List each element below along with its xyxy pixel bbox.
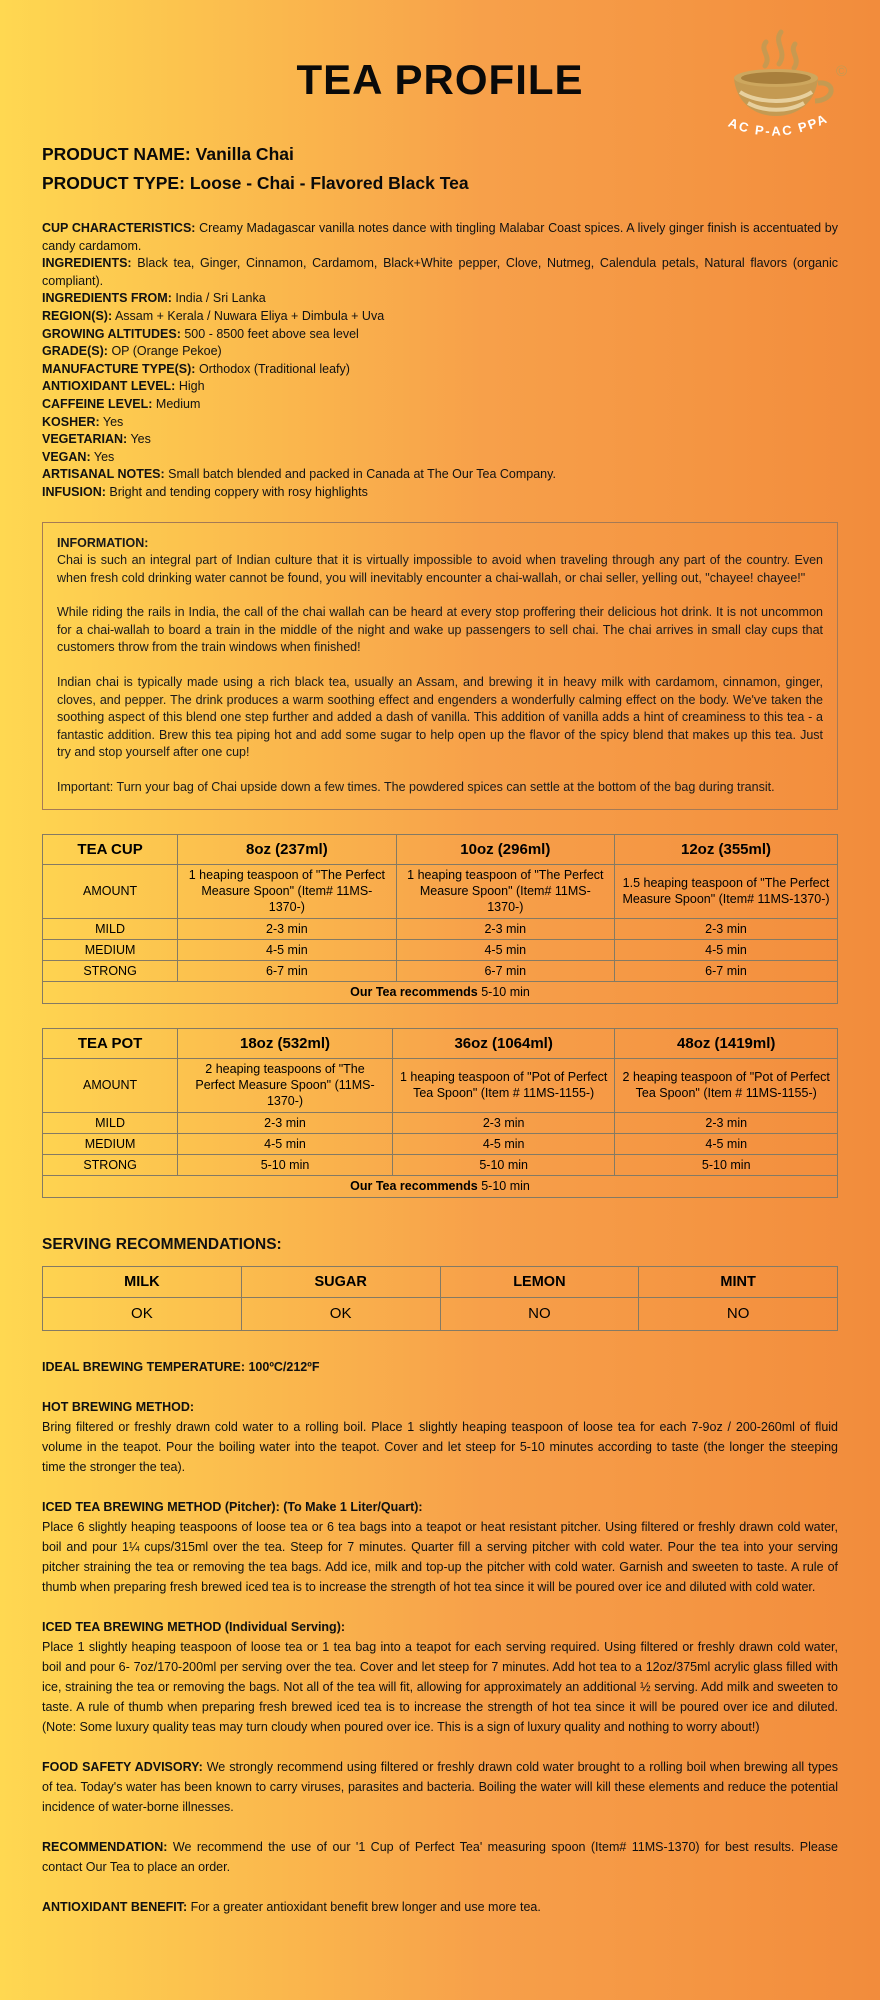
strong-row (43, 1154, 838, 1175)
product-type-value: Loose - Chai - Flavored Black Tea (189, 173, 469, 193)
time-cell: 4-5 min (615, 1133, 838, 1154)
table-footer: Our Tea recommends 5-10 min (43, 981, 838, 1003)
attr-cup-characteristics: CUP CHARACTERISTICS: Creamy Madagascar vanilla notes dance with tingling Malabar Coast spices. A lively ginger finish is accentuated by candy cardamom. (42, 221, 838, 253)
product-name-value: Vanilla Chai (195, 144, 294, 164)
recommendation-row (43, 981, 838, 1003)
serving-value-milk: OK (43, 1297, 242, 1330)
attr-artisanal-notes: ARTISANAL NOTES: Small batch blended and packed in Canada at The Our Tea Company. (42, 467, 556, 482)
serving-recommendations-table (42, 1266, 838, 1331)
time-cell: 2-3 min (178, 918, 396, 939)
serving-value-row (43, 1297, 838, 1330)
strength-label: MILD (43, 918, 178, 939)
time-cell: 6-7 min (396, 960, 614, 981)
iced-pitcher-heading: ICED TEA BREWING METHOD (Pitcher): (To Make 1 Liter/Quart): (42, 1499, 423, 1514)
amount-cell: 2 heaping teaspoon of "Pot of Perfect Tea Spoon" (Item # 11MS-1155-) (615, 1058, 838, 1112)
iced-pitcher-method (42, 1497, 838, 1597)
iced-pitcher-text: Place 6 slightly heaping teaspoons of loose tea or 6 tea bags into a teapot or heat resistant pitcher. Using filtered or freshly drawn cold water, boil and pour 1¼ cups/315ml over the tea. Steep for 7 minutes. Quarter fill a serving pitcher with cold water. Pour the tea into your serving pitcher straining the tea or removing the tea bags. Add ice, milk and top-up the pitcher with cold water. Garnish and sweeten to taste. A rule of thumb when preparing fresh brewed iced tea is to increase the strength of hot tea since it will be poured over ice and diluted with cold water. (42, 1519, 838, 1594)
time-cell: 2-3 min (615, 918, 838, 939)
time-cell: 2-3 min (178, 1112, 393, 1133)
serving-header-sugar: SUGAR (241, 1266, 440, 1297)
tea-cup-table (42, 834, 838, 1004)
tea-pot-header: TEA POT (43, 1028, 178, 1058)
cup-handle (815, 83, 831, 101)
mild-row (43, 1112, 838, 1133)
attr-ingredients: INGREDIENTS: Black tea, Ginger, Cinnamon, Cardamom, Black+White pepper, Clove, Nutmeg, Calendula petals, Natural flavors (organic compliant). (42, 256, 838, 288)
table-footer: Our Tea recommends 5-10 min (43, 1175, 838, 1197)
information-paragraph: Indian chai is typically made using a rich black tea, usually an Assam, and brewing it in heavy milk with cardamom, cinnamon, ginger, cloves, and pepper. The drink produces a warm soothing effect and engenders a wonderfully calming effect on the body. We've taken the soothing aspect of this blend one step further and added a dash of vanilla. This addition of vanilla adds a hint of creaminess to this tea - a fantastic addition. Brew this tea piping hot and add some sugar to help open up the flavor of the spicy blend that makes up this tea. Just try and stop yourself after one cup! (57, 675, 823, 760)
attr-ingredients-from: INGREDIENTS FROM: India / Sri Lanka (42, 291, 266, 306)
amount-cell: 1 heaping teaspoon of "The Perfect Measure Spoon" (Item# 11MS-1370-) (178, 864, 396, 918)
size-header-36oz: 36oz (1064ml) (392, 1028, 615, 1058)
serving-header-lemon: LEMON (440, 1266, 639, 1297)
strong-row (43, 960, 838, 981)
medium-row (43, 1133, 838, 1154)
information-paragraph: Important: Turn your bag of Chai upside down a few times. The powdered spices can settle at the bottom of the bag during transit. (57, 780, 775, 795)
product-block (42, 140, 838, 198)
strength-label: MILD (43, 1112, 178, 1133)
serving-recommendations-heading: SERVING RECOMMENDATIONS: (42, 1235, 282, 1253)
amount-cell: 2 heaping teaspoons of "The Perfect Measure Spoon" (11MS-1370-) (178, 1058, 393, 1112)
size-header-18oz: 18oz (532ml) (178, 1028, 393, 1058)
antioxidant-benefit-note: ANTIOXIDANT BENEFIT: For a greater antioxidant benefit brew longer and use more tea. (42, 1899, 541, 1914)
amount-row (43, 1058, 838, 1112)
serving-header-mint: MINT (639, 1266, 838, 1297)
tea-cup-header: TEA CUP (43, 834, 178, 864)
attr-regions: REGION(S): Assam + Kerala / Nuwara Eliya + Dimbula + Uva (42, 308, 385, 323)
strength-label: STRONG (43, 960, 178, 981)
time-cell: 4-5 min (178, 939, 396, 960)
food-safety-advisory: FOOD SAFETY ADVISORY: We strongly recommend using filtered or freshly drawn cold water brought to a rolling boil when brewing all types of tea. Today's water has been known to carry viruses, parasites and bacteria. Boiling the water will kill these elements and reduce the potential incidence of water-borne illnesses. (42, 1759, 838, 1814)
logo-copyright-mark: © (836, 63, 848, 80)
time-cell: 6-7 min (178, 960, 396, 981)
time-cell: 5-10 min (615, 1154, 838, 1175)
time-cell: 4-5 min (396, 939, 614, 960)
size-header-10oz: 10oz (296ml) (396, 834, 614, 864)
time-cell: 2-3 min (615, 1112, 838, 1133)
cup-icon (734, 69, 831, 116)
size-header-12oz: 12oz (355ml) (615, 834, 838, 864)
attr-vegetarian: VEGETARIAN: Yes (42, 432, 151, 447)
time-cell: 2-3 min (396, 918, 614, 939)
strength-label: STRONG (43, 1154, 178, 1175)
page-title: TEA PROFILE (296, 56, 584, 103)
hot-brewing-text: Bring filtered or freshly drawn cold water to a rolling boil. Place 1 slightly heaping teaspoon of loose tea for each 7-9oz / 200-260ml of fluid volume in the teapot. Pour the boiling water into the teapot. Cover and let steep for 5-10 minutes according to taste (the longer the steeping time the stronger the tea). (42, 1419, 838, 1474)
attr-grades: GRADE(S): OP (Orange Pekoe) (42, 344, 222, 359)
hot-brewing-method (42, 1397, 838, 1477)
time-cell: 5-10 min (392, 1154, 615, 1175)
logo-arc-text: AC P-AC PPA (726, 110, 831, 139)
strength-label: MEDIUM (43, 1133, 178, 1154)
time-cell: 4-5 min (615, 939, 838, 960)
amount-label: AMOUNT (43, 1058, 178, 1112)
tea-cup-header-row (43, 834, 838, 864)
attribute-list (42, 220, 838, 502)
tea-cup-logo (688, 26, 872, 148)
mild-row (43, 918, 838, 939)
information-heading: INFORMATION: (57, 535, 149, 550)
information-box (42, 522, 838, 810)
time-cell: 2-3 min (392, 1112, 615, 1133)
attr-manufacture-type: MANUFACTURE TYPE(S): Orthodox (Traditional leafy) (42, 361, 350, 376)
size-header-8oz: 8oz (237ml) (178, 834, 396, 864)
recommendation-row (43, 1175, 838, 1197)
information-paragraph: While riding the rails in India, the call of the chai wallah can be heard at every stop proffering their delicious hot drink. It is not uncommon for a chai-wallah to board a train in the middle of the night and wake up passengers to sell chai. The chai arrives in small clay cups that customers throw from the train windows when finished! (57, 605, 823, 655)
iced-individual-heading: ICED TEA BREWING METHOD (Individual Serving): (42, 1619, 346, 1634)
tea-pot-table (42, 1028, 838, 1198)
serving-header-row (43, 1266, 838, 1297)
recommendation-note: RECOMMENDATION: We recommend the use of our '1 Cup of Perfect Tea' measuring spoon (Item# 11MS-1370) for best results. Please contact Our Tea to place an order. (42, 1839, 838, 1874)
time-cell: 6-7 min (615, 960, 838, 981)
serving-value-lemon: NO (440, 1297, 639, 1330)
product-type-label: PRODUCT TYPE: (42, 173, 185, 193)
attr-antioxidant-level: ANTIOXIDANT LEVEL: High (42, 379, 205, 394)
size-header-48oz: 48oz (1419ml) (615, 1028, 838, 1058)
amount-cell: 1 heaping teaspoon of "Pot of Perfect Tea Spoon" (Item # 11MS-1155-) (392, 1058, 615, 1112)
time-cell: 5-10 min (178, 1154, 393, 1175)
tea-pot-header-row (43, 1028, 838, 1058)
information-paragraph: Chai is such an integral part of Indian culture that it is virtually impossible to avoid when traveling through any part of the country. Even when fresh cold drinking water cannot be found, you will inevitably encounter a chai-wallah, or chai seller, yelling out, "chayee! chayee!" (57, 553, 823, 585)
serving-value-mint: NO (639, 1297, 838, 1330)
iced-individual-method (42, 1617, 838, 1737)
product-type-line (42, 169, 838, 198)
amount-cell: 1 heaping teaspoon of "The Perfect Measure Spoon" (Item# 11MS-1370-) (396, 864, 614, 918)
attr-infusion: INFUSION: Bright and tending coppery with rosy highlights (42, 484, 368, 499)
time-cell: 4-5 min (392, 1133, 615, 1154)
brewing-section (42, 1357, 838, 1917)
time-cell: 4-5 min (178, 1133, 393, 1154)
attr-caffeine-level: CAFFEINE LEVEL: Medium (42, 396, 201, 411)
serving-header-milk: MILK (43, 1266, 242, 1297)
attr-growing-altitudes: GROWING ALTITUDES: 500 - 8500 feet above sea level (42, 326, 359, 341)
attr-vegan: VEGAN: Yes (42, 449, 115, 464)
serving-value-sugar: OK (241, 1297, 440, 1330)
medium-row (43, 939, 838, 960)
iced-individual-text: Place 1 slightly heaping teaspoon of loose tea or 1 tea bag into a teapot for each serving required. Using filtered or freshly drawn cold water, boil and pour 6- 7oz/170-200ml per serving over the tea. Cover and let steep for 7 minutes. Add hot tea to a 12oz/375ml acrylic glass filled with ice, straining the tea or removing the bags. Not all of the tea will fit, allowing for approximately an additional ½ serving. Add milk and sweeten to taste. A rule of thumb when preparing fresh brewed iced tea is to increase the strength of hot tea since it will be poured over ice and diluted. (Note: Some luxury quality teas may turn cloudy when poured over ice. This is a sign of luxury quality and nothing to worry about!) (42, 1639, 838, 1734)
amount-label: AMOUNT (43, 864, 178, 918)
strength-label: MEDIUM (43, 939, 178, 960)
amount-row (43, 864, 838, 918)
hot-brewing-heading: HOT BREWING METHOD: (42, 1399, 195, 1414)
ideal-brewing-temperature: IDEAL BREWING TEMPERATURE: 100ºC/212ºF (42, 1359, 320, 1374)
steam-icon (764, 32, 796, 68)
product-name-label: PRODUCT NAME: (42, 144, 191, 164)
attr-kosher: KOSHER: Yes (42, 414, 124, 429)
amount-cell: 1.5 heaping teaspoon of "The Perfect Measure Spoon" (Item# 11MS-1370-) (615, 864, 838, 918)
